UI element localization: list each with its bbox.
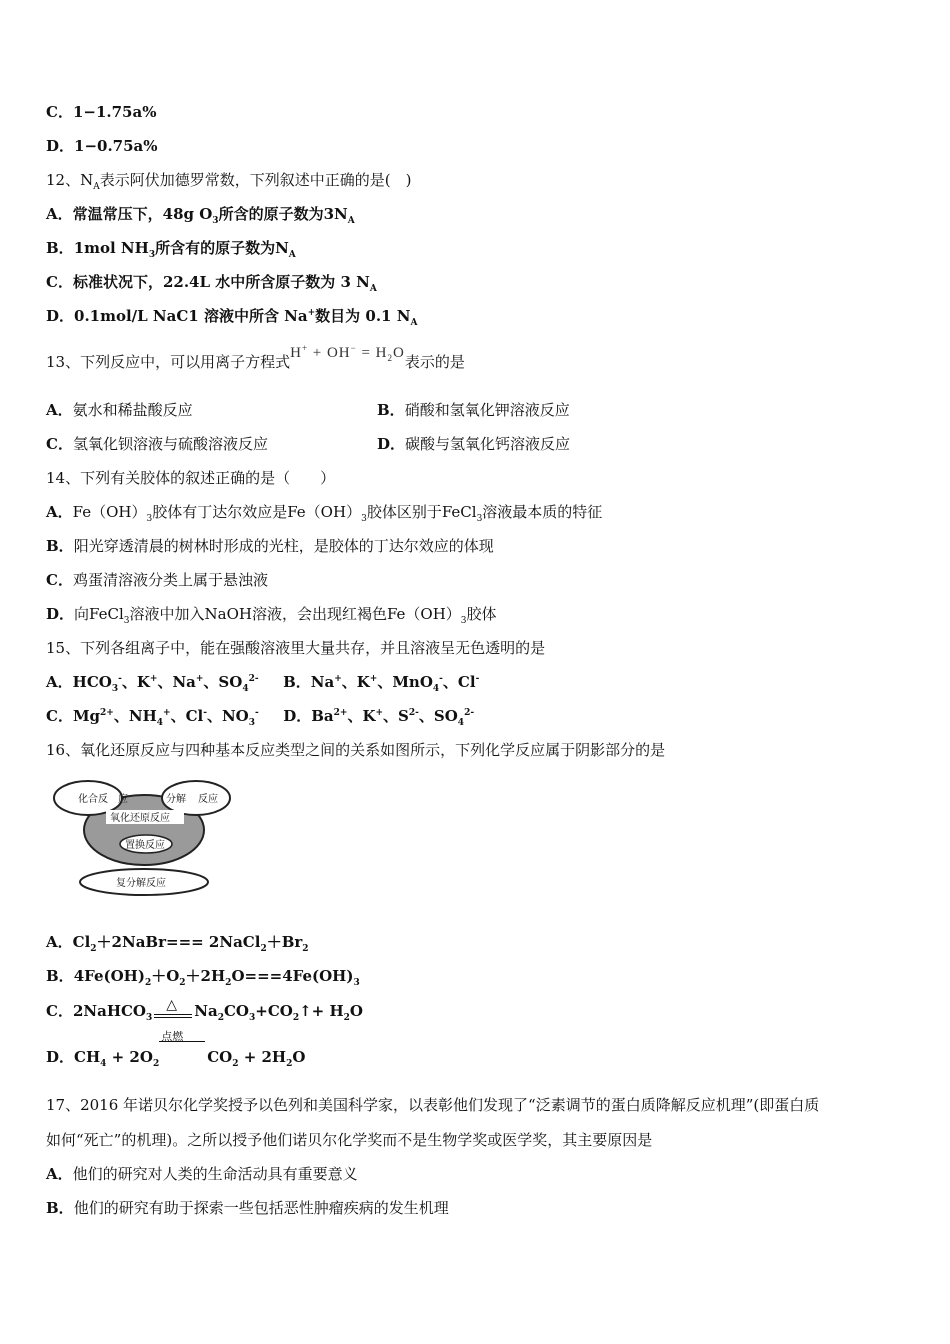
ignition-arrow	[159, 1030, 207, 1067]
q17-option-a: A．他们的研究对人类的生命活动具有重要意义	[46, 1165, 358, 1183]
q14-option-b: B．阳光穿透清晨的树林时形成的光柱，是胶体的丁达尔效应的体现	[46, 537, 494, 555]
q16-stem: 16、氧化还原反应与四种基本反应类型之间的关系如图所示，下列化学反应属于阴影部分的是	[46, 741, 666, 759]
q15-options-cd: C．$Mg^{2+}$、$NH_4^+$、Cl-、$NO_3^-$ D．$Ba^{2+}$、K+、$S^{2-}$、$SO_4^{2-}$	[46, 707, 475, 728]
ionic-equation: $H^+ + OH^- = H_2O$	[290, 343, 405, 363]
q12-option-b: B．1mol $NH_3$所含有的原子数为$N_A$	[46, 239, 296, 260]
decomposition-label-a: 分解	[166, 794, 186, 805]
q16-option-b: B．$4Fe(OH)_2+O_2+2H_2O===4Fe(OH)_3$	[46, 967, 360, 988]
q15-stem: 15、下列各组离子中，能在强酸溶液里大量共存，并且溶液呈无色透明的是	[46, 639, 546, 657]
q12-option-c: C．标准状况下，22.4L 水中所含原子数为 3 $N_A$	[46, 273, 377, 294]
ignition-condition: 点燃	[161, 1030, 184, 1043]
q16-option-d: D．$CH_4 + 2O_2$ 点燃 $CO_2 + 2H_2O$	[46, 1047, 305, 1067]
q17-stem-line1: 17、2016 年诺贝尔化学奖授予以色列和美国科学家，以表彰他们发现了“泛素调节的蛋白质降解反应机理”(即蛋白质	[46, 1096, 820, 1114]
q14-option-a: A．$Fe(OH)_3$胶体有丁达尔效应是$Fe(OH)_3$胶体区别于FeCl$_3$溶液最本质的特征	[46, 503, 603, 524]
q11-option-c: C．1−1.75a%	[46, 103, 157, 121]
heat-arrow	[152, 997, 194, 1021]
q17-stem-line2: 如何“死亡”的机理)。之所以授予他们诺贝尔化学奖而不是生物学奖或医学奖，其主要原因是	[46, 1131, 653, 1149]
q13-option-c: C．氢氧化钡溶液与硫酸溶液反应	[46, 435, 268, 453]
q17-option-b: B．他们的研究有助于探索一些包括恶性肿瘤疾病的发生机理	[46, 1199, 449, 1217]
q13-option-a: A．氨水和稀盐酸反应	[46, 401, 193, 419]
q12-option-a: A．常温常压下，48g $O_3$所含的原子数为$3N_A$	[46, 205, 355, 226]
q14-option-c: C．鸡蛋清溶液分类上属于悬浊液	[46, 571, 268, 589]
q12-option-d: D．0.1mol/L NaC1 溶液中所含 Na+数目为 0.1 $N_A$	[46, 307, 418, 328]
q12-stem: 12、$N_A$表示阿伏加德罗常数，下列叙述中正确的是( )	[46, 171, 412, 192]
displacement-label: 置换反应	[125, 840, 165, 851]
q14-stem: 14、下列有关胶体的叙述正确的是（ ）	[46, 469, 336, 487]
q15-options-ab: A．$HCO_3^-$、K+、Na+、$SO_4^{2-}$ B．Na+、K+、MnO$_4$-、Cl-	[46, 673, 480, 694]
q13-option-b: B．硝酸和氢氧化钾溶液反应	[377, 401, 570, 419]
q16-option-a: A．$Cl_2+2NaBr===$ $2NaCl_2+Br_2$	[46, 933, 309, 954]
q16-option-c: C．2NaHCO$_3$ △ $Na_2CO_3+CO_2↑+ H_2O$	[46, 997, 363, 1023]
reaction-types-venn-diagram	[50, 770, 240, 900]
decomposition-label-b: 反应	[198, 794, 218, 805]
double-decomposition-label: 复分解反应	[116, 878, 166, 889]
q13-option-d: D．碳酸与氢氧化钙溶液反应	[377, 435, 571, 453]
heat-condition: △	[166, 997, 178, 1013]
q14-option-d: D．向FeCl$_3$溶液中加入NaOH溶液，会出现红褐色$Fe(OH)_3$胶体	[46, 605, 497, 626]
q13-stem: 13、下列反应中，可以用离子方程式$H^+ + OH^- = H_2O$表示的是	[46, 343, 465, 371]
combination-label: 化合反 应	[78, 794, 128, 805]
q11-option-d: D．1−0.75a%	[46, 137, 158, 155]
redox-label: 氧化还原反应	[110, 813, 170, 824]
